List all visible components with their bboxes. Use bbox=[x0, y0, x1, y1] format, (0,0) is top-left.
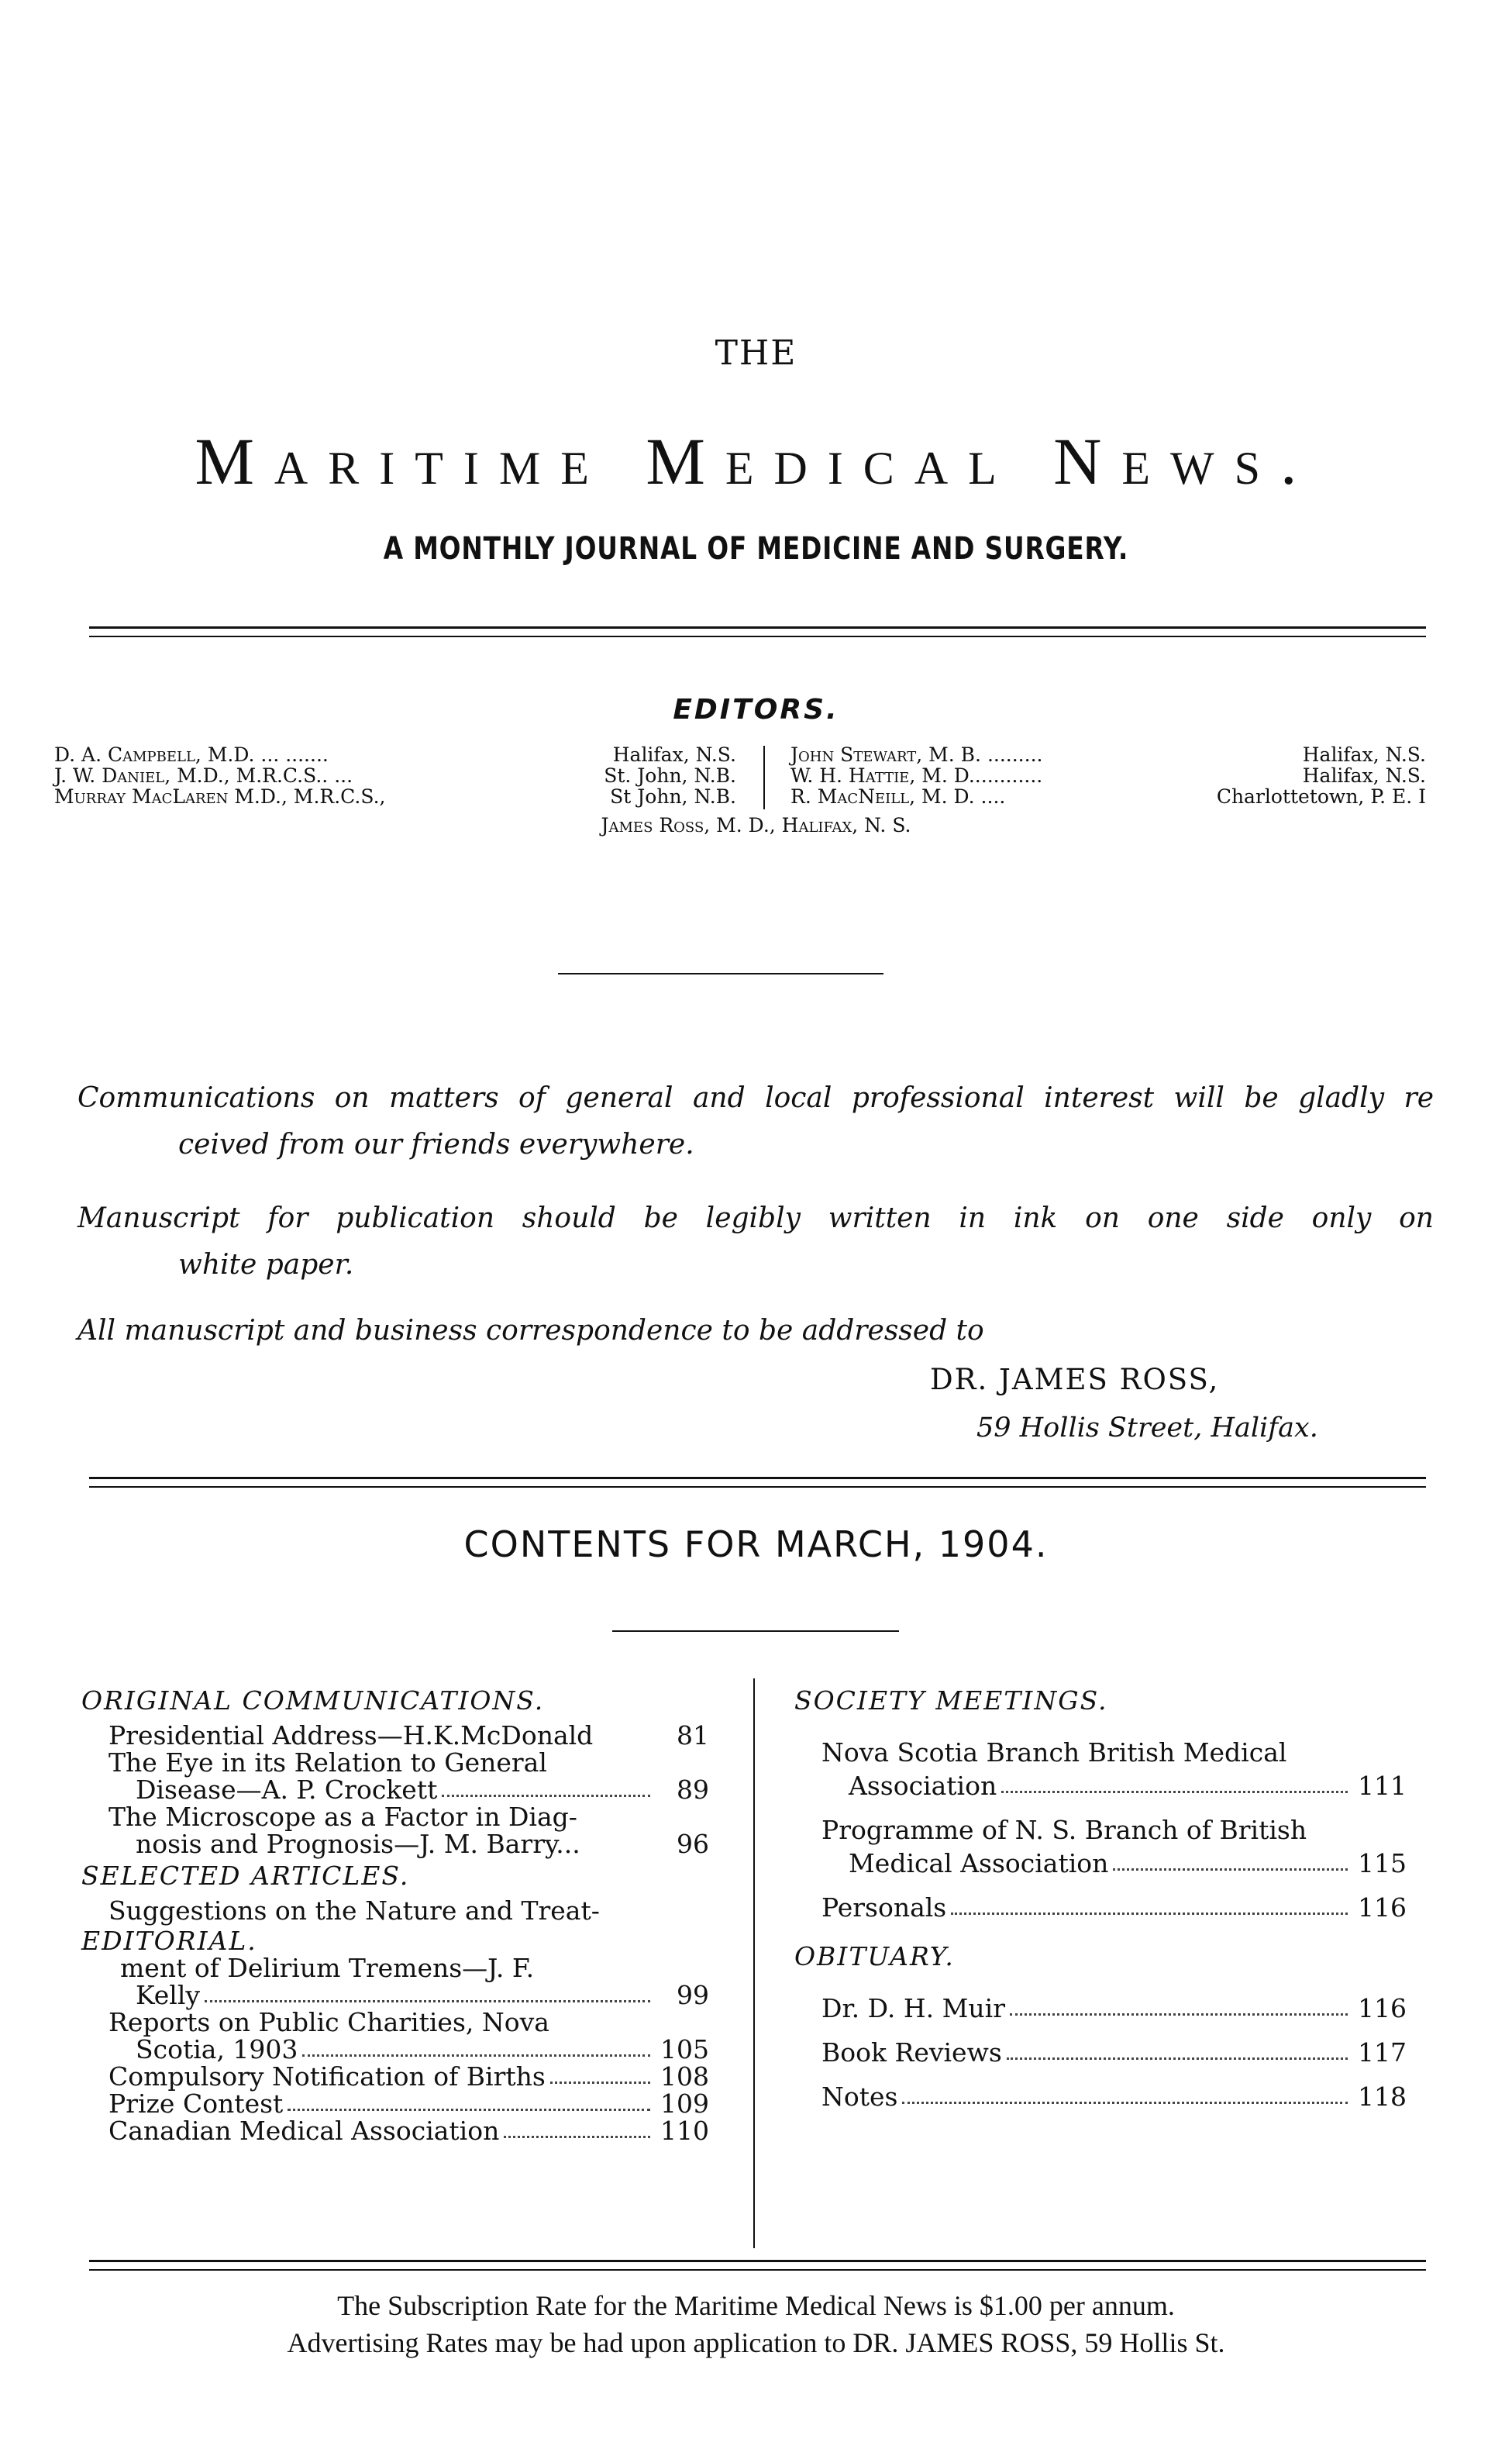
contents-title: CONTENTS FOR MARCH, 1904. bbox=[463, 1523, 1049, 1565]
section-heading-obituary: OBITUARY. bbox=[794, 1941, 955, 1971]
notice-communications bbox=[77, 1081, 1434, 1162]
editor-row bbox=[54, 786, 736, 807]
toc-entry[interactable] bbox=[794, 1850, 1407, 1877]
toc-entry[interactable] bbox=[794, 2039, 1407, 2066]
toc-entry-page: 105 bbox=[660, 2034, 709, 2064]
address-street: 59 Hollis Street, Halifax. bbox=[976, 1412, 1318, 1443]
toc-entry-line: The Microscope as a Factor in Diag- bbox=[108, 1802, 577, 1832]
notice-line: Communications on matters of general and local professional interest will be gladly re bbox=[77, 1082, 1434, 1114]
leader bbox=[1113, 1868, 1348, 1871]
leader bbox=[302, 2054, 650, 2057]
toc-entry[interactable] bbox=[81, 2117, 709, 2144]
toc-entry-page: 99 bbox=[677, 1980, 709, 2010]
editor-place: St John, N.B. bbox=[610, 785, 736, 808]
notice-line: Manuscript for publication should be legibly written in ink on one side only on bbox=[77, 1202, 1434, 1234]
toc-entry[interactable] bbox=[81, 2090, 709, 2117]
toc-entry[interactable] bbox=[81, 1982, 709, 2009]
editor-row bbox=[790, 765, 1426, 786]
toc-entry-line: Reports on Public Charities, Nova bbox=[108, 2007, 549, 2037]
masthead-rule-bottom bbox=[89, 636, 1426, 637]
notice-line: ceived from our friends everywhere. bbox=[178, 1129, 694, 1161]
contents-rule-bottom bbox=[89, 1486, 1426, 1488]
toc-entry-title: nosis and Prognosis—J. M. Barry... bbox=[136, 1829, 580, 1859]
editor-place: Halifax, N.S. bbox=[612, 743, 736, 766]
toc-entry-line: ment of Delirium Tremens—J. F. bbox=[120, 1953, 535, 1983]
kicker-text: THE bbox=[715, 333, 797, 373]
contents-left-column bbox=[81, 1682, 709, 2144]
editor-name: R. MacNeill, M. D. .... bbox=[790, 785, 1006, 808]
footer-rule-bottom bbox=[89, 2269, 1426, 2271]
toc-entry-title: Prize Contest bbox=[108, 2088, 284, 2119]
footer-subscription: The Subscription Rate for the Maritime Medical News is $1.00 per annum. bbox=[337, 2290, 1175, 2321]
toc-entry[interactable] bbox=[81, 1830, 709, 1857]
toc-entry-line: Suggestions on the Nature and Treat- bbox=[108, 1895, 600, 1926]
toc-entry-title: Dr. D. H. Muir bbox=[821, 1993, 1005, 2023]
editor-center-line: James Ross, M. D., Halifax, N. S. bbox=[601, 814, 911, 836]
toc-entry-page: 118 bbox=[1358, 2082, 1407, 2112]
editor-place: Charlottetown, P. E. I bbox=[1216, 785, 1426, 808]
toc-entry-line: Programme of N. S. Branch of British bbox=[821, 1815, 1307, 1845]
toc-entry-page: 108 bbox=[660, 2061, 709, 2092]
editor-place: Halifax, N.S. bbox=[1302, 743, 1426, 766]
footer-advertising: Advertising Rates may be had upon application to DR. JAMES ROSS, 59 Hollis St. bbox=[287, 2327, 1225, 2358]
toc-entry-title: Presidential Address—H.K.McDonald bbox=[108, 1720, 594, 1750]
leader bbox=[205, 2000, 650, 2002]
toc-entry-page: 96 bbox=[677, 1829, 709, 1859]
toc-entry[interactable] bbox=[794, 1772, 1407, 1799]
toc-entry-line: The Eye in its Relation to General bbox=[108, 1747, 547, 1778]
leader bbox=[951, 1913, 1348, 1915]
section-heading-editorial: EDITORIAL. bbox=[81, 1926, 257, 1956]
toc-entry-page: 89 bbox=[677, 1775, 709, 1805]
toc-entry[interactable] bbox=[794, 1894, 1407, 1921]
editor-place: St. John, N.B. bbox=[604, 764, 736, 787]
leader bbox=[1007, 2057, 1348, 2060]
toc-entry-title: Scotia, 1903 bbox=[136, 2034, 298, 2064]
toc-entry-title: Medical Association bbox=[849, 1848, 1109, 1878]
editors-right-column bbox=[790, 744, 1426, 807]
editors-left-column bbox=[54, 744, 736, 807]
toc-entry-page: 116 bbox=[1358, 1993, 1407, 2023]
contents-divider bbox=[753, 1678, 755, 2248]
leader bbox=[442, 1795, 650, 1797]
editors-heading: EDITORS. bbox=[673, 694, 839, 726]
contents-right-column bbox=[794, 1682, 1407, 2110]
toc-entry-title: Association bbox=[849, 1771, 997, 1801]
leader bbox=[902, 2102, 1348, 2104]
toc-entry-page: 115 bbox=[1358, 1848, 1407, 1878]
section-heading-society: SOCIETY MEETINGS. bbox=[794, 1685, 1108, 1716]
toc-entry-title: Personals bbox=[821, 1892, 947, 1923]
editor-name: W. H. Hattie, M. D............ bbox=[790, 764, 1043, 787]
toc-entry-page: 109 bbox=[660, 2088, 709, 2119]
masthead-rule-top bbox=[89, 626, 1426, 629]
toc-entry[interactable] bbox=[81, 1722, 709, 1749]
toc-entry-title: Kelly bbox=[136, 1980, 201, 2010]
toc-entry-line: Nova Scotia Branch British Medical bbox=[821, 1737, 1287, 1768]
toc-entry-title: Canadian Medical Association bbox=[108, 2116, 500, 2146]
address-name: DR. JAMES ROSS, bbox=[930, 1363, 1220, 1396]
toc-entry-title: Notes bbox=[821, 2082, 898, 2112]
footer-rule-top bbox=[89, 2260, 1426, 2262]
toc-entry-page: 117 bbox=[1358, 2037, 1407, 2068]
editor-place: Halifax, N.S. bbox=[1302, 764, 1426, 787]
contents-short-rule bbox=[612, 1630, 899, 1632]
section-heading-original: ORIGINAL COMMUNICATIONS. bbox=[81, 1685, 545, 1716]
toc-entry-page: 110 bbox=[660, 2116, 709, 2146]
leader bbox=[1010, 2013, 1348, 2016]
editor-name: J. W. Daniel, M.D., M.R.C.S.. ... bbox=[54, 764, 353, 787]
toc-entry-page: 111 bbox=[1358, 1771, 1407, 1801]
journal-subtitle: A MONTHLY JOURNAL OF MEDICINE AND SURGERY. bbox=[383, 531, 1129, 567]
section-heading-selected: SELECTED ARTICLES. bbox=[81, 1861, 410, 1891]
editor-name: D. A. Campbell, M.D. ... ....... bbox=[54, 743, 329, 766]
editor-row bbox=[54, 765, 736, 786]
leader bbox=[504, 2136, 650, 2138]
editors-divider bbox=[763, 746, 765, 809]
toc-entry[interactable] bbox=[81, 2036, 709, 2063]
editor-row bbox=[790, 744, 1426, 765]
journal-title: Maritime Medical News. bbox=[195, 424, 1317, 498]
leader bbox=[288, 2109, 650, 2111]
notice-manuscript bbox=[77, 1202, 1434, 1282]
leader bbox=[550, 2082, 650, 2084]
toc-entry-title: Disease—A. P. Crockett bbox=[136, 1775, 438, 1805]
notice-address-intro: All manuscript and business correspondence to be addressed to bbox=[77, 1315, 984, 1347]
contents-rule-top bbox=[89, 1477, 1426, 1479]
editor-row bbox=[790, 786, 1426, 807]
editor-row bbox=[54, 744, 736, 765]
toc-entry[interactable] bbox=[81, 2063, 709, 2090]
toc-entry-title: Compulsory Notification of Births bbox=[108, 2061, 546, 2092]
toc-entry[interactable] bbox=[794, 1995, 1407, 2022]
toc-entry[interactable] bbox=[794, 2083, 1407, 2110]
toc-entry[interactable] bbox=[81, 1776, 709, 1803]
editor-name: John Stewart, M. B. ......... bbox=[790, 743, 1043, 766]
footer bbox=[0, 2287, 1512, 2361]
toc-entry-page: 81 bbox=[677, 1720, 709, 1750]
short-rule bbox=[558, 973, 883, 974]
toc-entry-title: Book Reviews bbox=[821, 2037, 1002, 2068]
toc-entry-page: 116 bbox=[1358, 1892, 1407, 1923]
notice-line: white paper. bbox=[178, 1249, 354, 1281]
editor-name: Murray MacLaren M.D., M.R.C.S., bbox=[54, 785, 386, 808]
leader bbox=[1001, 1791, 1348, 1793]
